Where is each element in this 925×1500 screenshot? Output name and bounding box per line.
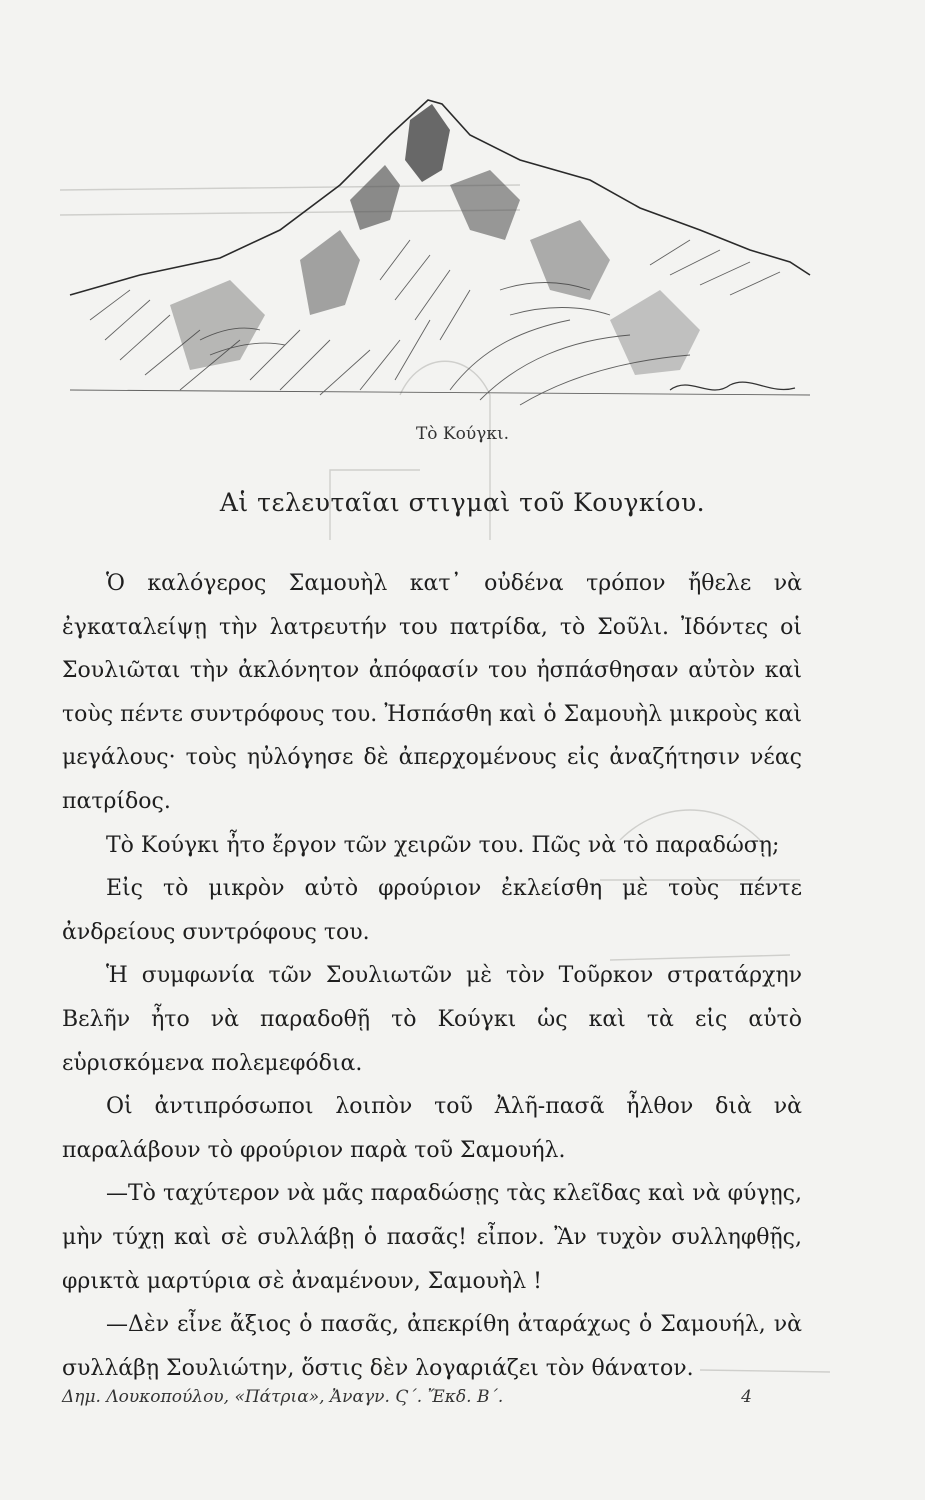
- body-text: [62, 562, 802, 1390]
- figure-caption: Τὸ Κούγκι.: [415, 424, 510, 444]
- paragraph: —Δὲν εἶνε ἄξιος ὁ πασᾶς, ἀπεκρίθη ἀταράχως ὁ Σαμουήλ, νὰ συλλάβῃ Σουλιώτην, ὅστις δὲν λογαριάζει τὸν θάνατον.: [62, 1312, 802, 1381]
- paragraph: Εἰς τὸ μικρὸν αὐτὸ φρούριον ἐκλείσθη μὲ τοὺς πέντε ἀνδρείους συντρόφους του.: [62, 876, 802, 945]
- paragraph: Οἱ ἀντιπρόσωποι λοιπὸν τοῦ Ἀλῆ-πασᾶ ἦλθον διὰ νὰ παραλάβουν τὸ φρούριον παρὰ τοῦ Σαμουήλ.: [62, 1094, 802, 1163]
- page-footer: [62, 1387, 752, 1407]
- source-citation: Δημ. Λουκοπούλου, «Πάτρια», Ἀναγν. Ϛ΄. Ἔκδ. Β΄.: [62, 1387, 504, 1407]
- chapter-title: Αἱ τελευταῖαι στιγμαὶ τοῦ Κουγκίου.: [219, 488, 706, 517]
- paragraph: Ἡ συμφωνία τῶν Σουλιωτῶν μὲ τὸν Τοῦρκον στρατάρχην Βελῆν ἦτο νὰ παραδοθῇ τὸ Κούγκι ὡς καὶ τὰ εἰς αὐτὸ εὑρισκόμενα πολεμεφόδια.: [62, 963, 802, 1076]
- paragraph: —Τὸ ταχύτερον νὰ μᾶς παραδώσῃς τὰς κλεῖδας καὶ νὰ φύγῃς, μὴν τύχῃ καὶ σὲ συλλάβῃ ὁ πασᾶς! εἶπον. Ἂν τυχὸν συλληφθῇς, φρικτὰ μαρτύρια σὲ ἀναμένουν, Σαμουὴλ !: [62, 1181, 802, 1294]
- mountain-sketch: [50, 90, 830, 420]
- paragraph: Ὁ καλόγερος Σαμουὴλ κατ᾽ οὐδένα τρόπον ἤθελε νὰ ἐγκαταλείψῃ τὴν λατρευτήν του πατρίδα, τὸ Σοῦλι. Ἰδόντες οἱ Σουλιῶται τὴν ἀκλόνητον ἀπόφασίν του ἠσπάσθησαν αὐτὸν καὶ τοὺς πέντε συντρόφους του. Ἠσπάσθη καὶ ὁ Σαμουὴλ μικροὺς καὶ μεγάλους· τοὺς ηὐλόγησε δὲ ἀπερχομένους εἰς ἀναζήτησιν νέας πατρίδος.: [62, 571, 802, 814]
- paragraph: Τὸ Κούγκι ἦτο ἔργον τῶν χειρῶν του. Πῶς νὰ τὸ παραδώσῃ;: [106, 832, 780, 858]
- page-number: 4: [741, 1387, 752, 1407]
